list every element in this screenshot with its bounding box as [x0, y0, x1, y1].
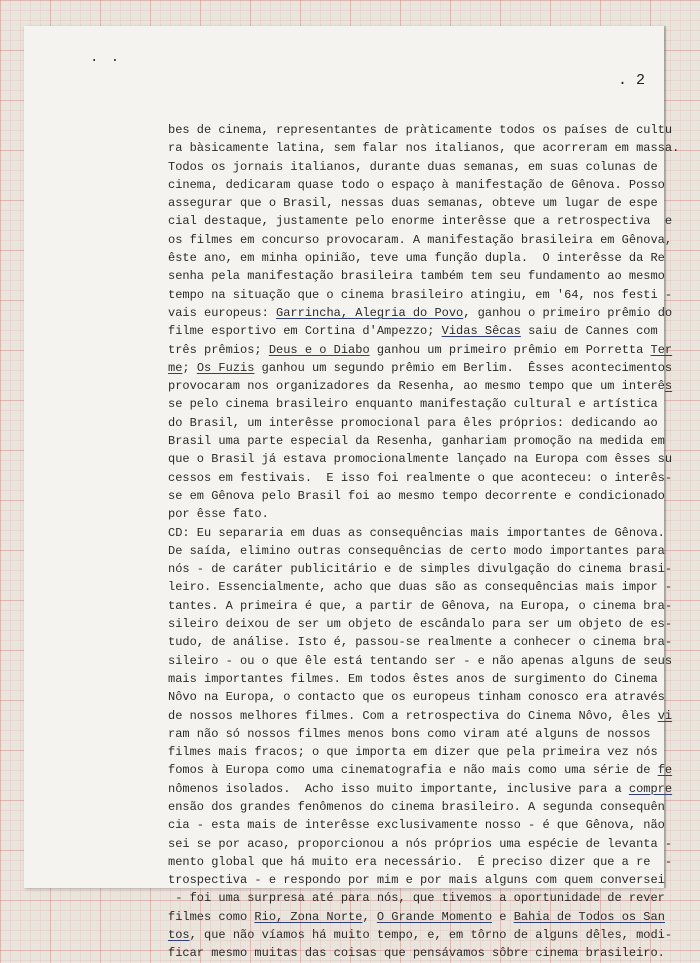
text-segment: fomos à Europa como uma cinematografia e não mais como uma série de	[168, 763, 658, 778]
text-line	[168, 615, 673, 633]
text-segment: cinema, dedicaram quase todo o espaço à manifestação de Gênova. Posso	[168, 177, 665, 192]
text-segment: cia - esta mais de interêsse exclusivamente nosso - é que Gênova, não	[168, 818, 665, 833]
text-line	[168, 432, 665, 450]
text-segment: ;	[182, 360, 197, 375]
text-segment: êste ano, em minha opinião, teve uma função dupla. O interêsse da Re	[168, 251, 665, 266]
text-segment: ,	[362, 909, 377, 924]
text-segment: CD: Eu separaria em duas as consequências mais importantes de Gênova.	[168, 525, 665, 540]
text-segment: ra bàsicamente latina, sem falar nos italianos, que acorreram em massa.	[168, 141, 680, 156]
underlined-title: s	[664, 379, 673, 394]
text-line	[168, 944, 665, 962]
text-line	[168, 780, 673, 798]
text-segment: tantes. A primeira é que, a partir de Gênova, na Europa, o cinema bra-	[168, 598, 673, 613]
text-line	[168, 377, 673, 395]
text-line	[168, 597, 673, 615]
text-segment: saiu de Cannes com	[520, 324, 658, 339]
text-line	[168, 578, 673, 596]
text-segment: que o Brasil já estava promocionalmente lançado na Europa com êsses su	[168, 452, 673, 467]
text-line	[168, 139, 680, 157]
text-segment: Todos os jornais italianos, durante duas semanas, em suas colunas de	[168, 159, 658, 174]
text-line	[168, 670, 658, 688]
text-segment: leiro. Essencialmente, acho que duas são as consequências mais impor -	[168, 580, 673, 595]
text-line	[168, 652, 673, 670]
text-segment: sei se por acaso, proporcionou a nós próprios uma espécie de levanta -	[168, 836, 673, 851]
text-segment: ram não só nossos filmes menos bons como viram até alguns de nossos	[168, 726, 651, 741]
text-segment: do Brasil, um interêsse promocional para êles próprios: dedicando ao	[168, 415, 658, 430]
text-segment: assegurar que o Brasil, nessas duas semanas, obteve um lugar de espe	[168, 196, 658, 211]
underlined-title: tos	[168, 928, 190, 943]
text-segment: sileiro - ou o que êle está tentando ser - e não apenas alguns de seus	[168, 653, 673, 668]
text-segment: filmes como	[168, 909, 255, 924]
text-segment: trospectiva - e respondo por mim e por mais alguns com quem conversei	[168, 873, 665, 888]
underlined-title: O Grande Momento	[376, 909, 493, 924]
text-line	[168, 487, 665, 505]
text-segment: bes de cinema, representantes de pràticamente todos os países de cultu	[168, 123, 673, 137]
text-segment: De saída, elimino outras consequências de certo modo importantes para	[168, 543, 665, 558]
underlined-title: Rio, Zona Norte	[254, 909, 363, 924]
text-segment: Brasil uma parte especial da Resenha, ganhariam promoção na medida em	[168, 434, 665, 449]
text-line	[168, 194, 658, 212]
text-line	[168, 231, 673, 249]
text-line	[168, 835, 673, 853]
text-segment: nós - de caráter publicitário e de simples divulgação do cinema brasi-	[168, 562, 673, 577]
text-line	[168, 176, 665, 194]
text-line	[168, 267, 665, 285]
text-line	[168, 249, 665, 267]
text-segment: filmes mais fracos; o que importa em dizer que pela primeira vez nós	[168, 745, 658, 760]
text-line	[168, 395, 658, 413]
text-segment: se em Gênova pelo Brasil foi ao mesmo tempo decorrente e condicionado	[168, 488, 665, 503]
text-line	[168, 524, 665, 542]
underlined-title: Ter	[650, 342, 673, 357]
text-line	[168, 212, 673, 230]
text-line	[168, 761, 673, 779]
text-line	[168, 560, 673, 578]
underlined-title: Deus e o Diabo	[268, 342, 370, 357]
text-line	[168, 871, 665, 889]
underlined-title: Os Fuzis	[196, 360, 255, 375]
text-line	[168, 304, 673, 322]
text-line	[168, 121, 673, 139]
text-segment: , ganhou o primeiro prêmio do	[463, 305, 673, 320]
page-number: . 2	[618, 72, 646, 89]
text-line	[168, 816, 665, 834]
text-line	[168, 743, 658, 761]
underlined-title: fe	[657, 763, 673, 778]
text-line	[168, 322, 658, 340]
text-line	[168, 414, 658, 432]
typewritten-text	[168, 121, 680, 963]
text-line	[168, 798, 665, 816]
text-segment: tudo, de análise. Isto é, passou-se realmente a conhecer o cinema bra-	[168, 635, 673, 650]
text-segment: , que não víamos há muito tempo, e, em tôrno de alguns dêles, modi-	[189, 928, 673, 943]
underlined-title: compre	[628, 781, 673, 796]
text-segment: cial destaque, justamente pelo enorme interêsse que a retrospectiva e	[168, 214, 673, 229]
underlined-title: me	[168, 360, 183, 375]
text-segment: - foi uma surpresa até para nós, que tivemos a oportunidade de rever	[168, 891, 665, 906]
text-segment: senha pela manifestação brasileira também tem seu fundamento ao mesmo	[168, 269, 665, 284]
text-line	[168, 505, 658, 523]
text-segment: por êsse fato.	[168, 507, 269, 522]
text-segment: ensão dos grandes fenômenos do cinema brasileiro. A segunda consequên	[168, 799, 665, 814]
text-segment: cessos em festivais. E isso foi realmente o que aconteceu: o interês-	[168, 470, 673, 485]
text-segment: provocaram nos organizadores da Resenha, ao mesmo tempo que um interê	[168, 379, 665, 394]
text-segment: e	[492, 909, 514, 924]
text-segment: mento global que há muito era necessário. É preciso dizer que a re -	[168, 854, 673, 869]
text-line	[168, 341, 673, 359]
text-line	[168, 707, 673, 725]
text-line	[168, 542, 665, 560]
text-segment: ficar mesmo muitas das coisas que pensávamos sôbre cinema brasileiro.	[168, 946, 665, 961]
text-segment: tempo na situação que o cinema brasileiro atingiu, em '64, nos festi -	[168, 287, 673, 302]
text-line	[168, 688, 665, 706]
text-line	[168, 908, 665, 926]
text-segment: os filmes em concurso provocaram. A manifestação brasileira em Gênova,	[168, 232, 673, 247]
corner-marks: · ·	[90, 53, 122, 69]
underlined-title: Garrincha, Alegria do Povo	[276, 305, 464, 320]
text-segment: se pelo cinema brasileiro enquanto manifestação cultural e artística	[168, 397, 658, 412]
text-line	[168, 889, 665, 907]
text-segment: nômenos isolados. Acho isso muito importante, inclusive para a	[168, 781, 629, 796]
underlined-title: Vidas Sêcas	[441, 324, 521, 339]
text-line	[168, 469, 673, 487]
text-line	[168, 725, 658, 743]
text-line	[168, 926, 673, 944]
text-line	[168, 853, 673, 871]
text-line	[168, 450, 673, 468]
text-line	[168, 286, 673, 304]
text-line	[168, 633, 673, 651]
text-segment: Nôvo na Europa, o contacto que os europeus tinham conosco era através	[168, 690, 665, 705]
text-segment: ganhou um primeiro prêmio em Porretta	[369, 342, 651, 357]
text-segment: sileiro deixou de ser um objeto de escândalo para ser um objeto de es-	[168, 617, 673, 632]
text-segment: ganhou um segundo prêmio em Berlim. Êsses acontecimentos	[254, 360, 673, 375]
text-segment: mais importantes filmes. Em todos êstes anos de surgimento do Cinema	[168, 671, 658, 686]
text-line	[168, 158, 658, 176]
text-line	[168, 359, 673, 377]
underlined-title: Bahia de Todos os San	[513, 909, 665, 924]
underlined-title: vi	[657, 708, 673, 723]
text-segment: três prêmios;	[168, 342, 269, 357]
text-segment: vais europeus:	[168, 305, 277, 320]
text-segment: de nossos melhores filmes. Com a retrospectiva do Cinema Nôvo, êles	[168, 708, 658, 723]
text-segment: filme esportivo em Cortina d'Ampezzo;	[168, 324, 442, 339]
